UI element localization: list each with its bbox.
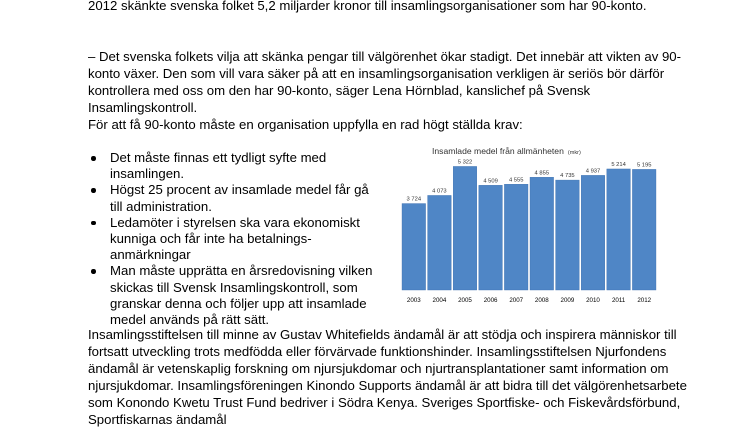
bar-2012 [632, 169, 656, 290]
x-tick-label-2012: 2012 [637, 297, 652, 304]
x-tick-label-2004: 2004 [432, 297, 447, 304]
bar-2011 [607, 169, 631, 290]
value-label-2010: 4 937 [585, 168, 601, 175]
bar-2004 [428, 195, 452, 290]
value-label-2012: 5 195 [636, 162, 652, 169]
value-label-2011: 5 214 [611, 161, 626, 168]
value-label-2005: 5 322 [457, 159, 473, 166]
quote-paragraph: – Det svenska folkets vilja att skänka pengar till välgörenhet ökar stadigt. Det innebär att vikten av 90-konto växer. Den som vill vara säker på att en insamlingsorganisation verkligen är seriös bör därför kontrollera med oss om den har 90-konto, säger Lena Hörnblad, kanslichef på Svensk Insamlingskontroll. [88, 49, 682, 115]
requirements-list [88, 150, 378, 328]
x-tick-label-2003: 2003 [406, 297, 421, 304]
bar-2003 [402, 204, 426, 290]
x-tick-label-2008: 2008 [534, 297, 549, 304]
x-tick-label-2011: 2011 [611, 297, 626, 304]
list-item: Högst 25 procent av insamlade medel får gå till administration. [88, 182, 378, 214]
bar-2009 [556, 180, 580, 290]
list-item: Man måste upprätta en årsredovisning vilken skickas till Svensk Insamlingskontroll, som granskar denna och följer upp att insamlade medel används på rätt sätt. [88, 263, 378, 328]
chart-unit: (mkr) [567, 150, 581, 156]
bar-2006 [479, 185, 503, 290]
x-tick-label-2007: 2007 [509, 297, 524, 304]
intro-paragraph: 2012 skänkte svenska folket 5,2 miljarder kronor till insamlingsorganisationer som har 90-konto. [88, 0, 647, 13]
x-tick-label-2009: 2009 [560, 297, 575, 304]
x-tick-label-2006: 2006 [483, 297, 498, 304]
value-label-2006: 4 509 [483, 178, 498, 185]
list-item: Ledamöter i styrelsen ska vara ekonomiskt kunniga och får inte ha betalnings-anmärkningar [88, 215, 378, 264]
donations-chart [399, 140, 659, 310]
requirements-lead: För att få 90-konto måste en organisation uppfylla en rad högt ställda krav: [88, 117, 523, 132]
x-tick-label-2005: 2005 [458, 297, 472, 304]
bar-2008 [530, 177, 554, 290]
value-label-2004: 4 073 [432, 188, 447, 195]
bar-chart [399, 140, 659, 310]
chart-title [432, 146, 581, 156]
value-label-2007: 4 555 [508, 177, 524, 184]
bar-2005 [453, 166, 477, 290]
list-item: Det måste finnas ett tydligt syfte med insamlingen. [88, 150, 378, 182]
value-label-2003: 3 724 [406, 196, 422, 203]
foundations-paragraph: Insamlingsstiftelsen till minne av Gustav Whitefields ändamål är att stödja och inspirera människor till fortsatt utveckling trots medfödda eller förvärvade funktionshinder. Insamlingsstiftelsen Njurfondens ändamål är vetenskaplig forskning om njursjukdomar och njurtransplantationer samt information om njursjukdomar. Insamlingsföreningen Kinondo Supports ändamål är att bidra till det välgörenhetsarbete som Konondo Kwetu Trust Fund bedriver i Södra Kenya. Sveriges Sportfiske- och Fiskevårdsförbund, Sportfiskarnas ändamål [88, 327, 687, 427]
bar-2007 [504, 184, 528, 290]
x-tick-label-2010: 2010 [586, 297, 600, 304]
chart-title-text: Insamlade medel från allmänheten [432, 146, 564, 156]
bar-2010 [581, 175, 605, 290]
value-label-2008: 4 855 [534, 170, 550, 177]
value-label-2009: 4 735 [560, 173, 575, 180]
